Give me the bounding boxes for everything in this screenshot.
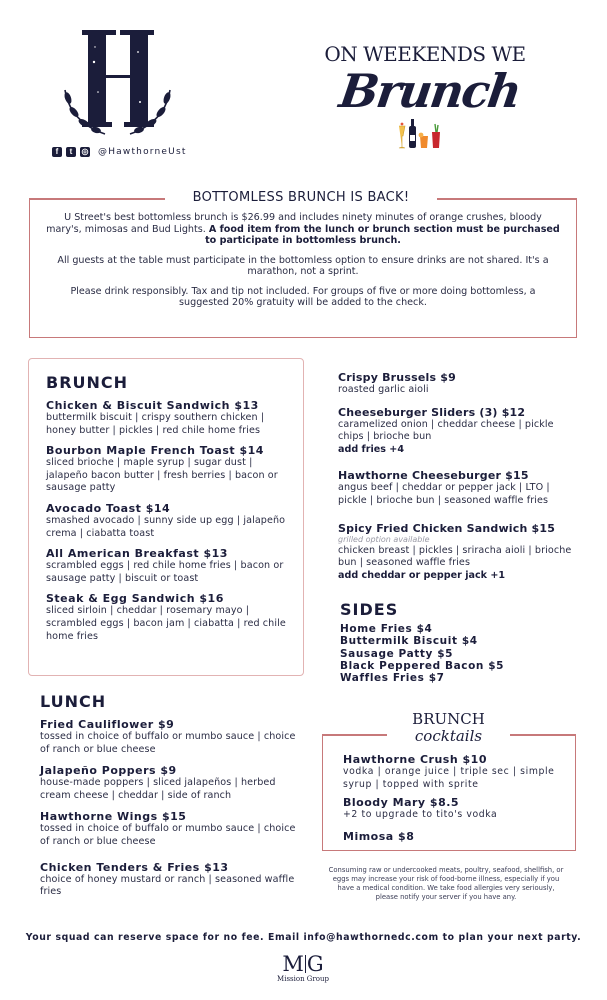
tagline-script: Brunch <box>336 64 524 118</box>
brunch-section <box>46 373 296 650</box>
section-title: SIDES <box>340 600 399 619</box>
item-name: Jalapeño Poppers $9 <box>40 764 177 778</box>
divider <box>510 734 576 736</box>
bottomless-text: Please drink responsibly. Tax and tip not included. For groups of five or more doing bottomless, a suggested 20% gratuity will be added to the check. <box>70 285 536 308</box>
menu-item <box>40 718 300 756</box>
item-desc: scrambled eggs | red chile home fries | bacon or sausage patty | biscuit or toast <box>46 560 284 584</box>
item-desc: roasted garlic aioli <box>338 384 429 395</box>
cocktails-script: cocktails <box>414 727 483 745</box>
side-item: Home Fries $4 <box>340 623 433 635</box>
item-name: Fried Cauliflower $9 <box>40 718 175 731</box>
mg-letter: M <box>282 952 304 976</box>
item-note: grilled option available <box>338 534 430 544</box>
mg-subtitle: Mission Group <box>277 975 329 983</box>
divider <box>29 198 165 200</box>
side-item: Buttermilk Biscuit $4 <box>340 635 478 648</box>
menu-item <box>46 502 296 540</box>
mission-group-logo <box>273 953 333 983</box>
facebook-icon[interactable]: f <box>52 147 62 157</box>
section-title: BRUNCH <box>46 373 129 392</box>
menu-item <box>46 592 296 643</box>
item-desc: tossed in choice of buffalo or mumbo sauce | choice of ranch or blue cheese <box>40 731 296 755</box>
menu-item <box>46 399 296 437</box>
instagram-icon[interactable]: ◎ <box>81 147 89 156</box>
item-desc: chicken breast | pickles | sriracha aioli | brioche bun | seasoned waffle fries <box>338 544 572 569</box>
allergy-disclaimer: Consuming raw or undercooked meats, poultry, seafood, shellfish, or eggs may increase your risk of food-borne illness, especially if you have a medical condition. We take food allergies very seriously, please notify your server if you have any. <box>328 866 564 901</box>
item-desc: angus beef | cheddar or pepper jack | LTO | pickle | brioche bun | seasoned waffle fries <box>338 482 550 506</box>
menu-item <box>343 753 573 791</box>
menu-item <box>46 547 296 585</box>
bottomless-title: BOTTOMLESS BRUNCH IS BACK! <box>192 190 410 205</box>
divider <box>322 734 387 736</box>
bottomless-requirement: A food item from the lunch or brunch section must be purchased to participate in bottomless brunch. <box>205 223 560 246</box>
menu-item <box>338 522 573 583</box>
social-links <box>52 147 187 157</box>
lunch-section <box>40 692 300 907</box>
divider <box>437 198 577 200</box>
bottomless-text: U Street's best bottomless brunch is $26.99 and includes ninety minutes of orange crushes, bloody mary's, mimosas and Bud Lights. <box>46 212 542 235</box>
item-name: All American Breakfast $13 <box>46 547 228 561</box>
item-desc: choice of honey mustard or ranch | seasoned waffle fries <box>40 873 295 898</box>
brunch-drinks-icon <box>395 118 455 150</box>
tagline: ON WEEKENDS WE <box>324 42 526 66</box>
item-name: Hawthorne Crush $10 <box>343 753 487 766</box>
item-name: Steak & Egg Sandwich $16 <box>46 592 224 606</box>
menu-item <box>40 861 300 899</box>
side-item: Black Peppered Bacon $5 <box>340 659 505 672</box>
item-desc: tossed in choice of buffalo or mumbo sauce | choice of ranch or blue cheese <box>40 823 296 847</box>
item-name: Bloody Mary $8.5 <box>343 796 460 810</box>
menu-item <box>40 764 300 802</box>
item-name: Spicy Fried Chicken Sandwich $15 <box>338 521 556 535</box>
item-name: Chicken Tenders & Fries $13 <box>40 860 229 874</box>
item-name: Crispy Brussels $9 <box>338 371 456 384</box>
social-handle[interactable]: @HawthorneUst <box>98 147 187 157</box>
cocktails-list <box>343 753 573 848</box>
item-desc: sliced brioche | maple syrup | sugar dust | jalapeño bacon butter | fresh berries | bacon or sausage patty <box>46 457 278 494</box>
divider <box>305 955 306 973</box>
menu-item <box>343 796 573 822</box>
reservation-note: Your squad can reserve space for no fee. Email info@hawthornedc.com to plan your next party. <box>25 932 582 943</box>
item-desc: +2 to upgrade to tito's vodka <box>343 809 498 821</box>
bottomless-text: All guests at the table must participate in the bottomless option to ensure drinks are not shared. It's a marathon, not a sprint. <box>57 254 549 277</box>
cocktails-title: BRUNCH <box>412 710 485 728</box>
sides-section <box>340 600 570 684</box>
item-desc: caramelized onion | cheddar cheese | pickle chips | brioche bun <box>338 418 554 443</box>
menu-item <box>338 469 573 507</box>
menu-item <box>338 406 573 457</box>
menu-item <box>343 830 573 843</box>
bottomless-body <box>45 212 561 317</box>
twitter-icon[interactable]: t <box>66 147 76 157</box>
item-name: Bourbon Maple French Toast $14 <box>46 444 264 458</box>
item-desc: smashed avocado | sunny side up egg | jalapeño crema | ciabatta toast <box>46 514 286 539</box>
side-item: Waffles Fries $7 <box>340 672 445 685</box>
item-name: Mimosa $8 <box>343 829 415 843</box>
item-desc: vodka | orange juice | triple sec | simple syrup | topped with sprite <box>343 766 555 790</box>
item-name: Cheeseburger Sliders (3) $12 <box>338 405 526 419</box>
item-desc: sliced sirloin | cheddar | rosemary mayo | scrambled eggs | bacon jam | ciabatta | red chile home fries <box>46 605 286 642</box>
menu-item <box>46 444 296 495</box>
entrees-section <box>338 371 573 591</box>
item-addon: add cheddar or pepper jack +1 <box>338 569 506 581</box>
side-item: Sausage Patty $5 <box>340 647 454 660</box>
item-desc: buttermilk biscuit | crispy southern chicken | honey butter | pickles | red chile home fries <box>46 412 265 436</box>
item-name: Hawthorne Cheeseburger $15 <box>338 469 529 483</box>
menu-item <box>40 810 300 848</box>
section-title: LUNCH <box>40 692 107 711</box>
item-name: Avocado Toast $14 <box>46 501 171 515</box>
item-desc: house-made poppers | sliced jalapeños | herbed cream cheese | cheddar | side of ranch <box>40 777 276 801</box>
menu-item <box>338 371 573 397</box>
mg-letter: G <box>306 952 324 976</box>
item-addon: add fries +4 <box>338 443 405 455</box>
item-name: Chicken & Biscuit Sandwich $13 <box>46 399 259 412</box>
item-name: Hawthorne Wings $15 <box>40 810 187 824</box>
hawthorne-logo <box>60 22 175 137</box>
